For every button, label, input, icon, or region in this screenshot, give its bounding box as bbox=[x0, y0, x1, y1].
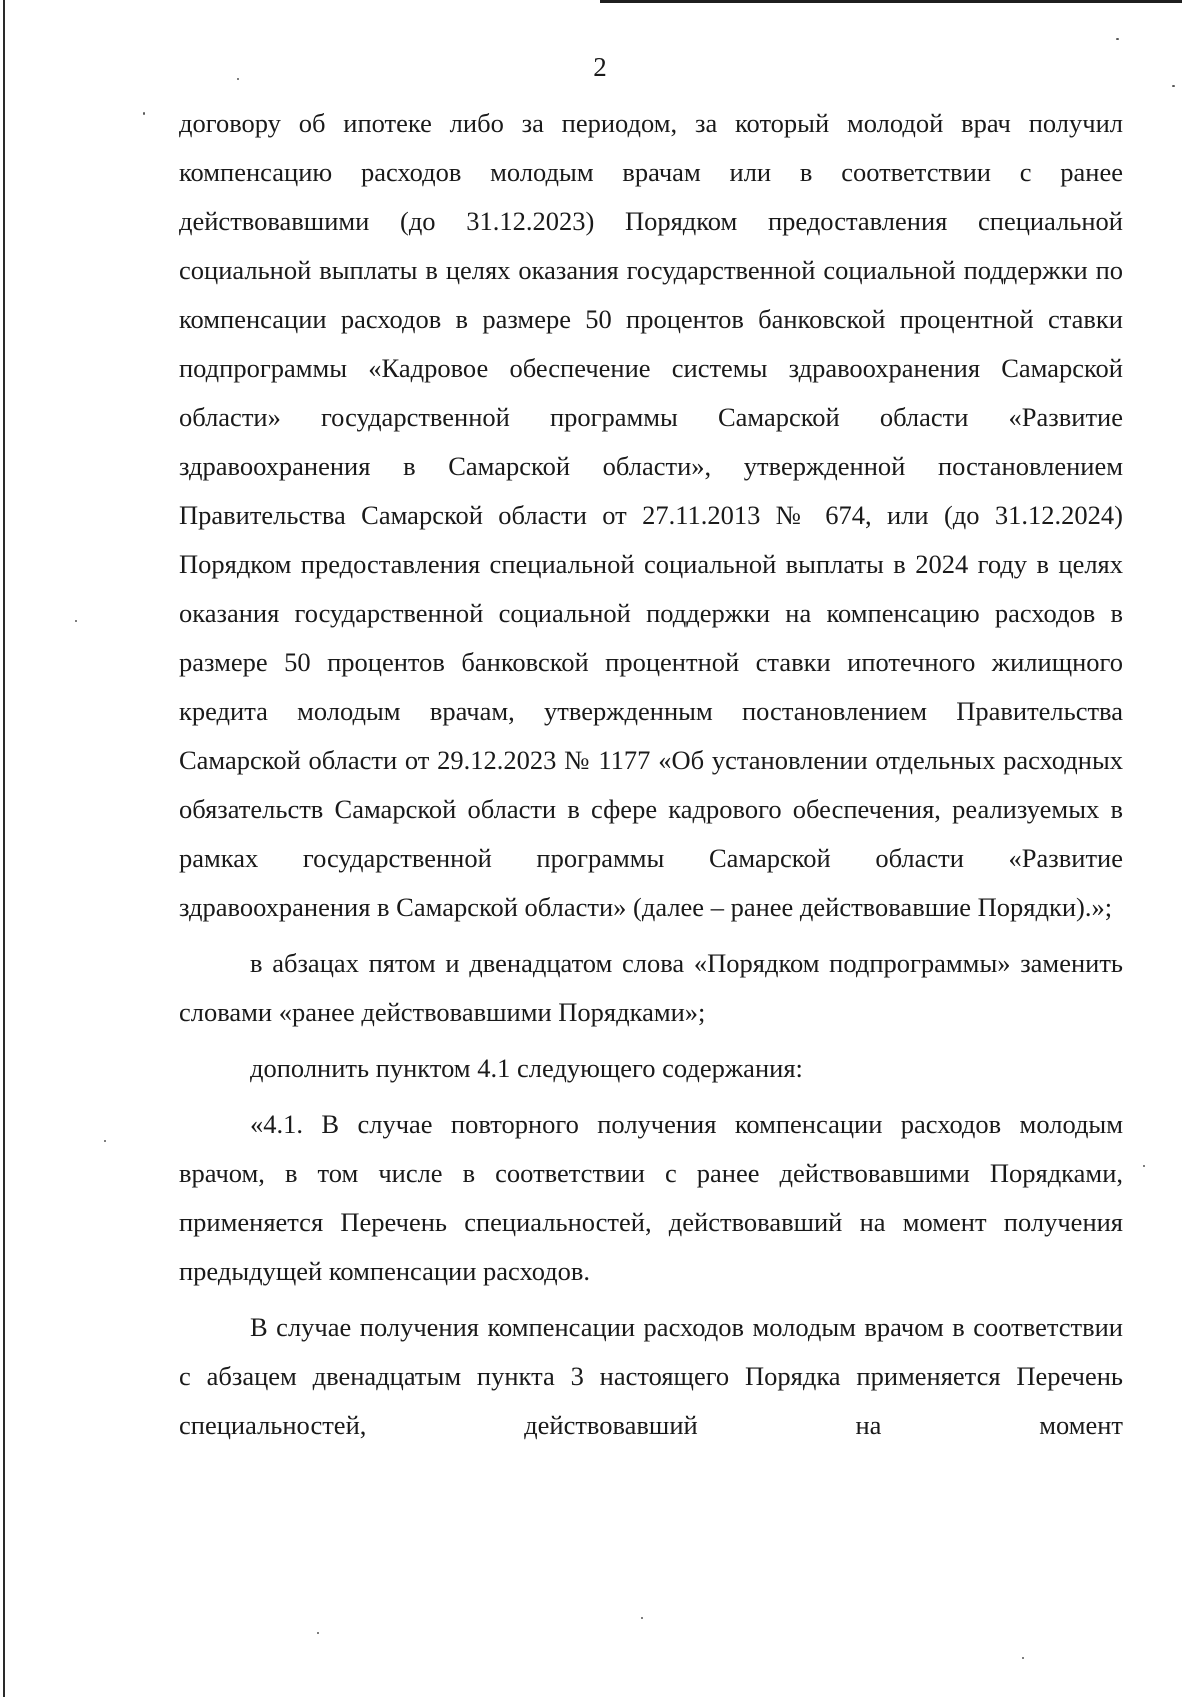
scan-edge-left bbox=[3, 0, 5, 1697]
paragraph-point-4-1-second: В случае получения компенсации расходов молодым врачом в соответствии с абзацем двенадцатым пункта 3 настоящего Порядка применяется Перечень специальностей, действовавший на момент bbox=[179, 1312, 1123, 1440]
scan-speck bbox=[1022, 1657, 1024, 1659]
scan-speck bbox=[641, 1617, 643, 1619]
document-body bbox=[179, 99, 1123, 1450]
scan-speck bbox=[143, 112, 145, 115]
paragraph-continued: договору об ипотеке либо за периодом, за который молодой врач получил компенсацию расходов молодым врачам или в соответствии с ранее действовавшими (до 31.12.2023) Порядком предоставления специальной социальной выплаты в целях оказания государственной социальной поддержки по компенсации расходов в размере 50 процентов банковской процентной ставки подпрограммы «Кадровое обеспечение системы здравоохранения Самарской области» государственной программы Самарской области «Развитие здравоохранения в Самарской области», утвержденной постановлением Правительства Самарской области от 27.11.2013 № 674, или (до 31.12.2024) Порядком предоставления специальной социальной выплаты в 2024 году в целях оказания государственной социальной поддержки на компенсацию расходов в размере 50 процентов банковской процентной ставки ипотечного жилищного кредита молодым врачам, утвержденным постановлением Правительства Самарской области от 29.12.2023 № 1177 «Об установлении отдельных расходных обязательств Самарской области в сфере кадрового обеспечения, реализуемых в рамках государственной программы Самарской области «Развитие здравоохранения в Самарской области» (далее – ранее действовавшие Порядки).»; bbox=[179, 108, 1123, 922]
page-number: 2 bbox=[593, 52, 607, 82]
scan-speck bbox=[1143, 1165, 1145, 1167]
scan-speck bbox=[1172, 85, 1175, 87]
paragraph-add-point: дополнить пунктом 4.1 следующего содержания: bbox=[250, 1053, 803, 1083]
paragraph-point-4-1: «4.1. В случае повторного получения компенсации расходов молодым врачом, в том числе в соответствии с ранее действовавшими Порядками, применяется Перечень специальностей, действовавший на момент получения предыдущей компенсации расходов. bbox=[179, 1109, 1123, 1286]
scan-speck bbox=[1116, 38, 1119, 40]
scan-speck bbox=[237, 78, 239, 80]
scan-speck bbox=[75, 620, 77, 622]
scan-speck bbox=[317, 1632, 319, 1634]
paragraph-amendment-abzats: в абзацах пятом и двенадцатом слова «Порядком подпрограммы» заменить словами «ранее действовавшими Порядками»; bbox=[179, 948, 1123, 1027]
scan-speck bbox=[104, 1140, 106, 1142]
scan-edge-top bbox=[600, 0, 1182, 3]
